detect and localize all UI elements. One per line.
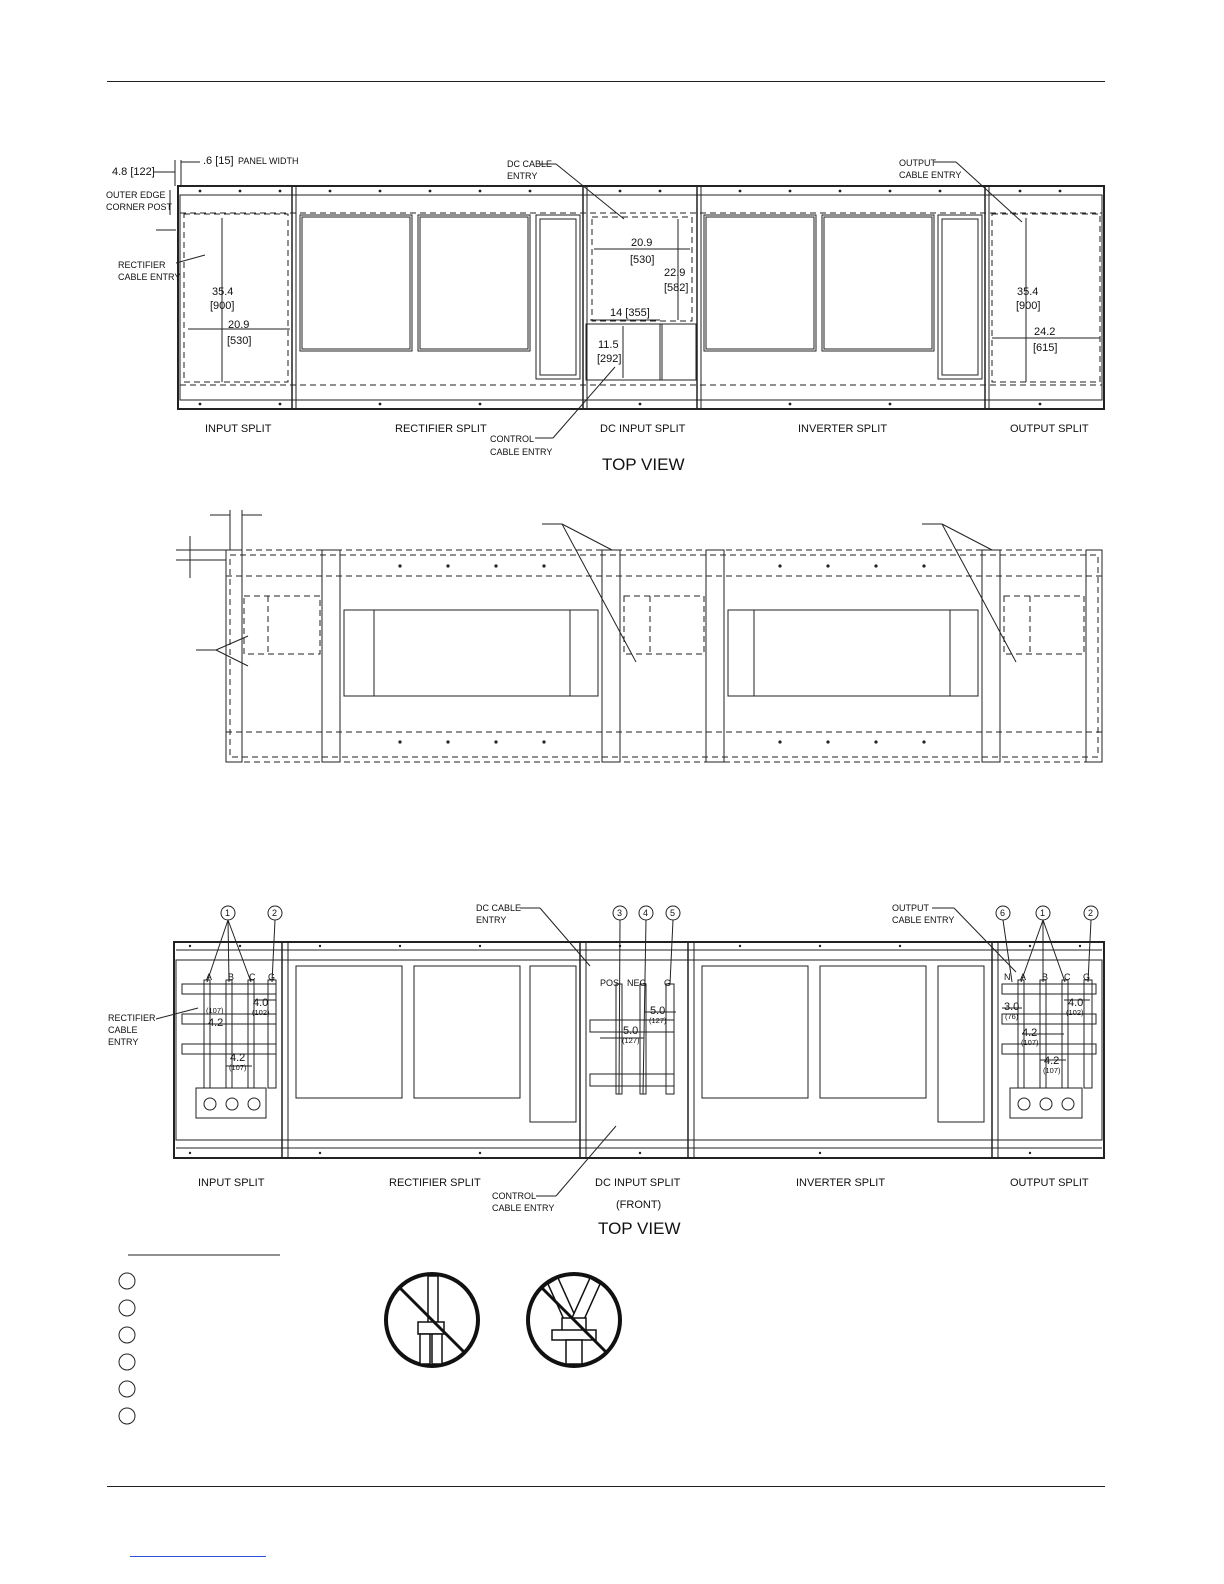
- legend: [119, 1255, 280, 1424]
- legend-circle-1: [119, 1273, 135, 1289]
- legend-circle-3: [119, 1327, 135, 1343]
- out-entry-2-a: OUTPUT: [892, 903, 929, 913]
- no-single-bolt-lug-icon: [386, 1274, 478, 1366]
- rect-entry-2-b: CABLE: [108, 1025, 138, 1035]
- in-dim-c: 4.2: [230, 1052, 246, 1064]
- input-depth: 35.4: [212, 286, 234, 298]
- output-depth: 35.4: [1017, 286, 1039, 298]
- top-view-2: [108, 903, 1104, 1238]
- out-dim-c-mm: (102): [1066, 1008, 1084, 1017]
- no-stacked-lugs-icon: [528, 1274, 620, 1366]
- in-dim-b-mm: (107): [206, 1006, 224, 1015]
- section-input-2: INPUT SPLIT: [198, 1177, 265, 1189]
- in-phase-b: B: [228, 972, 235, 982]
- dc-depth-mm: [582]: [664, 282, 689, 294]
- callout-1-right: 1: [1040, 908, 1046, 918]
- view-title-2: TOP VIEW: [598, 1219, 681, 1238]
- input-width-mm: [530]: [227, 335, 252, 347]
- out-dim-c: 4.0: [1068, 997, 1084, 1009]
- callout-circles: [221, 906, 1098, 920]
- callout-1-left: 1: [225, 908, 231, 918]
- output-entry-label-2: CABLE ENTRY: [899, 170, 962, 180]
- out-phase-b: B: [1042, 972, 1049, 982]
- dc-dim-b: 5.0: [650, 1005, 666, 1017]
- section-front: (FRONT): [616, 1199, 662, 1211]
- output-depth-mm: [900]: [1016, 300, 1041, 312]
- middle-view: [176, 510, 1102, 762]
- out-dim-d-mm: (107): [1043, 1066, 1061, 1075]
- ctrl-depth-mm: [292]: [597, 353, 622, 365]
- in-dim-a-mm: (102): [252, 1008, 270, 1017]
- dim-corner: 4.8 [122]: [112, 166, 155, 178]
- corner-post-label: CORNER POST: [106, 202, 173, 212]
- section-input: INPUT SPLIT: [205, 423, 272, 435]
- rect-entry-2-c: ENTRY: [108, 1037, 139, 1047]
- out-dim-a-mm: (76): [1005, 1012, 1019, 1021]
- dc-g: G: [664, 978, 672, 988]
- legend-circle-2: [119, 1300, 135, 1316]
- callout-3: 3: [617, 908, 623, 918]
- callout-4: 4: [643, 908, 649, 918]
- dc-entry-2-b: ENTRY: [476, 915, 507, 925]
- in-dim-b: 4.2: [208, 1017, 224, 1029]
- out-phase-n: N: [1004, 972, 1011, 982]
- dc-dim-a: 5.0: [623, 1025, 639, 1037]
- dc-width: 20.9: [631, 237, 653, 249]
- out-dim-b-mm: (107): [1021, 1038, 1039, 1047]
- section-inverter-2: INVERTER SPLIT: [796, 1177, 886, 1189]
- dc-entry-2-a: DC CABLE: [476, 903, 522, 913]
- section-inverter: INVERTER SPLIT: [798, 423, 888, 435]
- in-dim-a: 4.0: [253, 997, 269, 1009]
- legend-circle-5: [119, 1381, 135, 1397]
- rectifier-entry-label-1: RECTIFIER: [118, 260, 166, 270]
- in-phase-g: G: [268, 972, 276, 982]
- dc-pos: POS: [600, 978, 620, 988]
- output-width-mm: [615]: [1033, 342, 1058, 354]
- cabinet-inner-1: [180, 195, 1102, 400]
- top-view-1: [106, 155, 1104, 474]
- out-phase-c: C: [1064, 972, 1071, 982]
- legend-circle-4: [119, 1354, 135, 1370]
- dim-panel: .6 [15]: [203, 155, 234, 167]
- section-dc-input: DC INPUT SPLIT: [600, 423, 686, 435]
- out-phase-g: G: [1083, 972, 1091, 982]
- callout-2-right: 2: [1088, 908, 1094, 918]
- ctrl-width: 14 [355]: [610, 307, 650, 319]
- ctrl-entry-2-a: CONTROL: [492, 1191, 537, 1201]
- input-depth-mm: [900]: [210, 300, 235, 312]
- dc-entry-label-2: ENTRY: [507, 171, 538, 181]
- out-phase-a: A: [1020, 972, 1027, 982]
- callout-2-left: 2: [272, 908, 278, 918]
- section-dc-input-2: DC INPUT SPLIT: [595, 1177, 681, 1189]
- output-entry-label-1: OUTPUT: [899, 158, 936, 168]
- dc-neg: NEG: [627, 978, 647, 988]
- out-dim-a: 3.0: [1004, 1001, 1020, 1013]
- output-width: 24.2: [1034, 326, 1056, 338]
- dc-depth: 22.9: [664, 267, 686, 279]
- out-dim-d: 4.2: [1044, 1055, 1060, 1067]
- ctrl-entry-2-b: CABLE ENTRY: [492, 1203, 555, 1213]
- input-width: 20.9: [228, 319, 250, 331]
- dc-entry-label-1: DC CABLE: [507, 159, 553, 169]
- section-rectifier: RECTIFIER SPLIT: [395, 423, 487, 435]
- out-dim-b: 4.2: [1022, 1027, 1038, 1039]
- in-phase-a: A: [206, 972, 213, 982]
- panel-width-label: PANEL WIDTH: [238, 156, 299, 166]
- legend-circle-6: [119, 1408, 135, 1424]
- dc-width-mm: [530]: [630, 254, 655, 266]
- cabinet-outline-2: [174, 942, 1104, 1158]
- view-title-1: TOP VIEW: [602, 455, 685, 474]
- dc-dim-b-mm: (127): [649, 1016, 667, 1025]
- control-entry-label-1: CONTROL: [490, 434, 535, 444]
- callout-6: 6: [1000, 908, 1006, 918]
- out-entry-2-b: CABLE ENTRY: [892, 915, 955, 925]
- rect-entry-2-a: RECTIFIER: [108, 1013, 156, 1023]
- section-output: OUTPUT SPLIT: [1010, 423, 1089, 435]
- control-entry-label-2: CABLE ENTRY: [490, 447, 553, 457]
- in-phase-c: C: [249, 972, 256, 982]
- rectifier-entry-label-2: CABLE ENTRY: [118, 272, 181, 282]
- ctrl-depth: 11.5: [598, 339, 619, 351]
- callout-5: 5: [670, 908, 676, 918]
- in-dim-c-mm: (107): [229, 1063, 247, 1072]
- dc-dim-a-mm: (127): [622, 1036, 640, 1045]
- section-rectifier-2: RECTIFIER SPLIT: [389, 1177, 481, 1189]
- section-output-2: OUTPUT SPLIT: [1010, 1177, 1089, 1189]
- outer-edge-label: OUTER EDGE: [106, 190, 166, 200]
